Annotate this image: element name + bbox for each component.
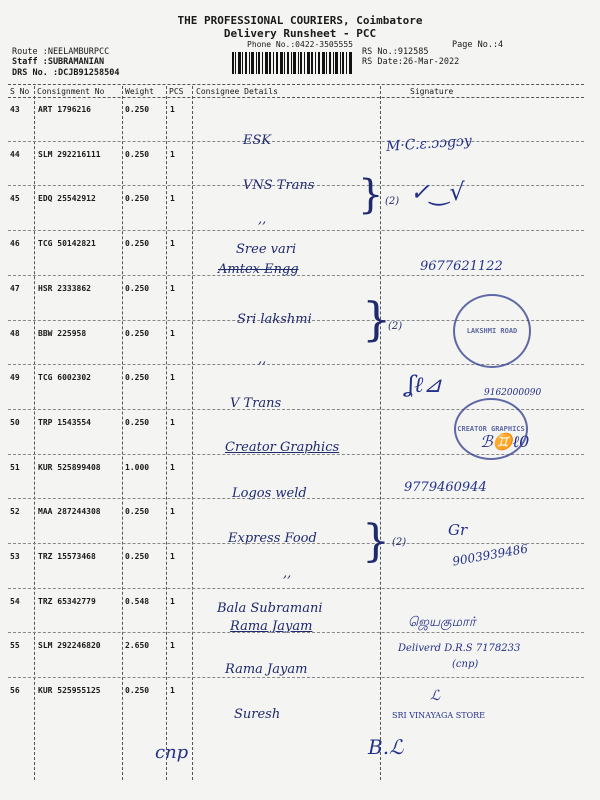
row-pcs: 1 xyxy=(170,194,175,203)
signature-phone-2: 9779460944 xyxy=(404,480,487,495)
row-pcs: 1 xyxy=(170,686,175,695)
col-header-signature: Signature xyxy=(410,87,454,96)
rubber-stamp-creator-graphics: CREATOR GRAPHICS xyxy=(454,398,528,460)
column-divider xyxy=(166,86,167,780)
row-pcs: 1 xyxy=(170,284,175,293)
row-consignment: KUR 525899408 xyxy=(38,463,101,472)
row-weight: 0.250 xyxy=(125,373,150,382)
row-weight: 0.250 xyxy=(125,418,150,427)
consignee-creator-graphics: Creator Graphics xyxy=(225,440,340,455)
row-consignment: BBW 225958 xyxy=(38,329,87,338)
rs-date: RS Date:26-Mar-2022 xyxy=(362,57,460,67)
route: Route :NEELAMBURPCC xyxy=(12,47,110,57)
row-consignment: ART 1796216 xyxy=(38,105,91,114)
row-sno: 52 xyxy=(10,507,20,516)
consignee-sri-lakshmi: Sri lakshmi xyxy=(237,312,312,327)
consignee-amtex: Amtex Engg xyxy=(218,262,299,277)
row-sno: 43 xyxy=(10,105,20,114)
row-pcs: 1 xyxy=(170,463,175,472)
signature-row-49: ʆℓ⊿ xyxy=(407,373,442,398)
col-header-sno: S No xyxy=(10,87,30,96)
row-weight: 0.250 xyxy=(125,507,150,516)
row-weight: 2.650 xyxy=(125,641,150,650)
brace-mark: } xyxy=(362,292,392,346)
row-weight: 0.250 xyxy=(125,552,150,561)
row-consignment: SLM 292246820 xyxy=(38,641,101,650)
col-header-consignment: Consignment No xyxy=(37,87,105,96)
rs-number: RS No.:912585 xyxy=(362,47,429,57)
signature-phone-3: 9003939486 xyxy=(451,541,529,569)
row-weight: 0.250 xyxy=(125,194,150,203)
consignee-vns: VNS Trans xyxy=(243,178,315,193)
row-weight: 0.250 xyxy=(125,150,150,159)
signature-row-45: ✓‿√ xyxy=(410,178,465,206)
row-pcs: 1 xyxy=(170,552,175,561)
row-weight: 0.250 xyxy=(125,686,150,695)
row-sno: 47 xyxy=(10,284,20,293)
barcode xyxy=(232,52,352,74)
column-divider xyxy=(34,86,35,780)
header-rule-top xyxy=(8,84,584,85)
row-weight: 0.250 xyxy=(125,284,150,293)
signature-row-56-mark: ℒ xyxy=(430,688,441,704)
footer-signature: B.ℒ xyxy=(368,735,404,759)
row-sno: 54 xyxy=(10,597,20,606)
drs-number: DRS No. :DCJB91258504 xyxy=(12,68,120,78)
row-pcs: 1 xyxy=(170,329,175,338)
row-pcs: 1 xyxy=(170,418,175,427)
row-pcs: 1 xyxy=(170,641,175,650)
row-consignment: EDQ 25542912 xyxy=(38,194,96,203)
column-divider xyxy=(192,86,193,780)
row-pcs: 1 xyxy=(170,150,175,159)
row-sno: 45 xyxy=(10,194,20,203)
signature-row-50: ℬ♊ℓ0 xyxy=(480,432,530,451)
signature-phone-1: 9677621122 xyxy=(420,259,503,274)
grouping-circle: (2) xyxy=(392,537,407,548)
row-consignment: TRP 1543554 xyxy=(38,418,91,427)
row-consignment: MAA 287244308 xyxy=(38,507,101,516)
grouping-circle: (2) xyxy=(388,321,403,332)
row-consignment: TRZ 15573468 xyxy=(38,552,96,561)
consignee-v-trans: V Trans xyxy=(230,396,282,411)
ditto-mark: ,, xyxy=(258,352,267,367)
row-sno: 49 xyxy=(10,373,20,382)
signature-row-49-number: 9162000090 xyxy=(484,388,542,398)
signature-row-43: M·C.ɛ.ɔɔɡɔy xyxy=(385,133,473,155)
row-sno: 46 xyxy=(10,239,20,248)
consignee-express-food: Express Food xyxy=(228,531,317,546)
col-header-consignee: Consignee Details xyxy=(196,87,278,96)
col-header-weight: Weight xyxy=(125,87,154,96)
row-pcs: 1 xyxy=(170,597,175,606)
row-weight: 0.250 xyxy=(125,105,150,114)
grouping-circle: (2) xyxy=(385,196,400,207)
row-consignment: TCG 6002302 xyxy=(38,373,91,382)
initial-mark: (cnp) xyxy=(452,659,479,670)
consignee-suresh: Suresh xyxy=(234,707,281,722)
ditto-mark: ,, xyxy=(283,566,292,581)
row-sno: 44 xyxy=(10,150,20,159)
consignee-rama-jayam: Rama Jayam xyxy=(225,662,308,677)
row-divider xyxy=(8,677,584,678)
row-consignment: TCG 50142821 xyxy=(38,239,96,248)
consignee-logos-weld: Logos weld xyxy=(232,486,307,501)
row-sno: 48 xyxy=(10,329,20,338)
row-weight: 0.250 xyxy=(125,329,150,338)
row-pcs: 1 xyxy=(170,105,175,114)
row-weight: 1.000 xyxy=(125,463,150,472)
ditto-mark: ,, xyxy=(258,212,267,227)
row-consignment: SLM 292216111 xyxy=(38,150,101,159)
row-sno: 50 xyxy=(10,418,20,427)
row-divider xyxy=(8,141,584,142)
header-rule-bottom xyxy=(8,97,584,98)
row-pcs: 1 xyxy=(170,239,175,248)
rubber-stamp-lakshmi-road: LAKSHMI ROAD xyxy=(453,294,531,368)
row-sno: 55 xyxy=(10,641,20,650)
brace-mark: } xyxy=(358,172,384,218)
signature-gr: Gr xyxy=(448,521,468,539)
page-number: Page No.:4 xyxy=(452,40,504,50)
store-stamp: SRI VINAYAGA STORE xyxy=(392,711,485,720)
brace-mark: } xyxy=(362,516,390,567)
row-pcs: 1 xyxy=(170,373,175,382)
row-divider xyxy=(8,230,584,231)
row-consignment: TRZ 65342779 xyxy=(38,597,96,606)
row-consignment: HSR 2333862 xyxy=(38,284,91,293)
document-title: Delivery Runsheet - PCC xyxy=(223,27,377,40)
row-sno: 56 xyxy=(10,686,20,695)
row-sno: 51 xyxy=(10,463,20,472)
consignee-sree-vari: Sree vari xyxy=(236,242,297,257)
staff: Staff :SUBRAMANIAN xyxy=(12,57,105,67)
column-divider xyxy=(122,86,123,780)
consignee-bala-subramani: Bala Subramani xyxy=(217,601,323,616)
delivered-note: Deliverd D.R.S 7178233 xyxy=(398,643,521,654)
col-header-pcs: PCS xyxy=(169,87,184,96)
row-divider xyxy=(8,588,584,589)
consignee-esk: ESK xyxy=(243,133,272,148)
signature-row-55: ஜெயகுமார் xyxy=(408,615,476,630)
consignee-rama-jayam: Rama Jayam xyxy=(230,619,313,634)
row-weight: 0.250 xyxy=(125,239,150,248)
row-pcs: 1 xyxy=(170,507,175,516)
company-name: THE PROFESSIONAL COURIERS, Coimbatore xyxy=(177,14,423,27)
row-consignment: KUR 525955125 xyxy=(38,686,101,695)
phone-number: Phone No.:0422-3505555 xyxy=(247,40,353,49)
row-sno: 53 xyxy=(10,552,20,561)
footer-initial: cnp xyxy=(155,742,189,763)
row-weight: 0.548 xyxy=(125,597,150,606)
